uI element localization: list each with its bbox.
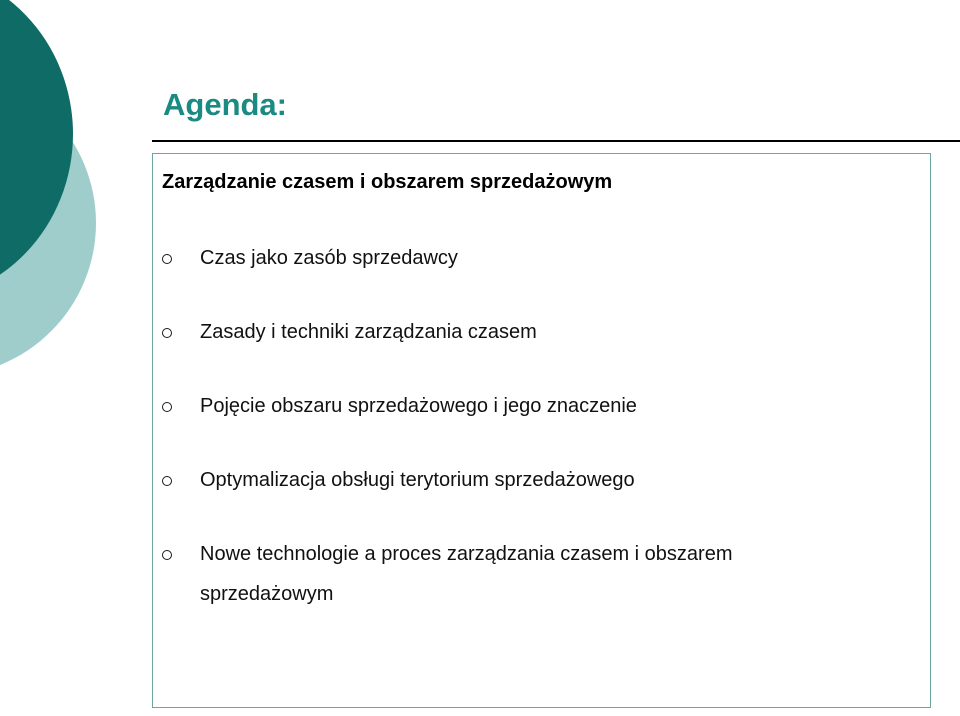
agenda-item-label: Zasady i techniki zarządzania czasem [200,321,537,343]
content-frame [152,153,931,708]
agenda-item-label: Nowe technologie a proces zarządzania czasem i obszarem sprzedażowym [200,543,733,605]
agenda-item-label: Czas jako zasób sprzedawcy [200,247,458,269]
agenda-item [162,246,862,278]
hollow-circle-bullet-icon [162,328,172,338]
agenda-subtitle: Zarządzanie czasem i obszarem sprzedażowym [162,171,613,193]
slide-title: Agenda: [163,87,287,122]
hollow-circle-bullet-icon [162,550,172,560]
hollow-circle-bullet-icon [162,476,172,486]
agenda-item [162,468,862,500]
agenda-item-label: Optymalizacja obsługi terytorium sprzedażowego [200,469,635,491]
agenda-item-label: Pojęcie obszaru sprzedażowego i jego znaczenie [200,395,637,417]
hollow-circle-bullet-icon [162,254,172,264]
agenda-item [162,542,862,614]
agenda-item [162,320,862,352]
hollow-circle-bullet-icon [162,402,172,412]
title-underline [152,140,960,142]
agenda-item [162,394,862,426]
